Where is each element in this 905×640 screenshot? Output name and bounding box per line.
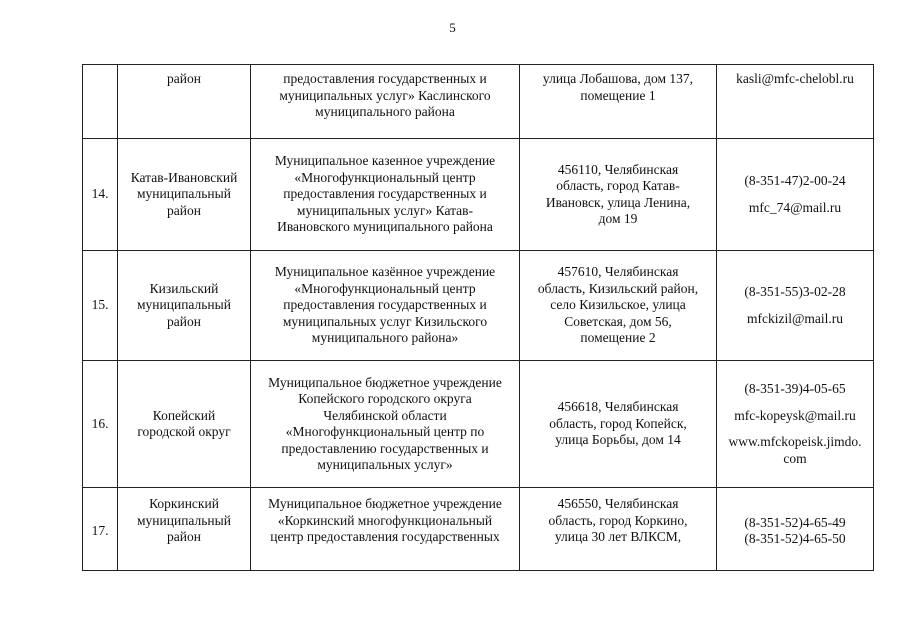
address-cell — [520, 251, 717, 361]
district-line: район — [167, 202, 201, 218]
district-cell — [118, 488, 251, 571]
institution-line: Ивановского муниципального района — [277, 219, 493, 235]
contacts-cell — [717, 251, 874, 361]
district-line: муниципальный — [137, 186, 231, 202]
district-line: район — [167, 71, 201, 86]
institution-line: муниципальных услуг» Катав- — [296, 202, 474, 218]
email-text: mfc_74@mail.ru — [748, 199, 842, 215]
district-line: Катав-Ивановский — [130, 169, 238, 185]
address-line: 457610, Челябинская — [557, 264, 679, 280]
institution-line: предоставления государственных и — [283, 186, 487, 202]
row-number-cell — [83, 65, 118, 139]
institution-line: Муниципальное казённое учреждение — [274, 264, 496, 280]
address-line: улица Лобашова, дом 137, — [542, 71, 694, 86]
institution-cell — [251, 139, 520, 251]
address-line: дом 19 — [598, 211, 638, 226]
institution-line: Челябинской области — [323, 407, 447, 423]
address-line: помещение 1 — [580, 87, 656, 103]
institution-cell — [251, 361, 520, 488]
contacts-cell — [717, 139, 874, 251]
address-line: 456110, Челябинская — [557, 161, 679, 177]
district-cell — [118, 361, 251, 488]
institution-line: Муниципальное казенное учреждение — [274, 153, 496, 169]
address-line: улица 30 лет ВЛКСМ, — [554, 529, 682, 544]
address-cell — [520, 361, 717, 488]
district-line: Коркинский — [149, 496, 219, 511]
institution-line: «Многофункциональный центр — [294, 169, 476, 185]
district-line: муниципальный — [137, 512, 231, 528]
email-text: kasli@mfc-chelobl.ru — [736, 71, 854, 86]
mfc-directory-table — [82, 64, 874, 571]
contacts-cell — [717, 488, 874, 571]
institution-cell — [251, 65, 520, 139]
table-row — [83, 488, 874, 571]
email-text: mfc-kopeysk@mail.ru — [734, 407, 856, 423]
institution-line: муниципального района» — [311, 330, 459, 346]
institution-line: центр предоставления государственных — [270, 529, 500, 544]
website-text: www.mfckopeisk.jimdo. — [728, 434, 862, 449]
row-number-cell: 17. — [83, 488, 118, 571]
address-line: 456618, Челябинская — [557, 399, 679, 415]
address-line: помещение 2 — [580, 330, 656, 346]
district-cell — [118, 139, 251, 251]
contacts-cell — [717, 361, 874, 488]
address-line: область, Кизильский район, — [537, 280, 699, 296]
institution-cell — [251, 488, 520, 571]
address-line: область, город Копейск, — [549, 415, 687, 431]
institution-line: Муниципальное бюджетное учреждение — [268, 374, 502, 390]
district-line: муниципальный — [137, 297, 231, 313]
phone-text: (8-351-47)2-00-24 — [744, 173, 846, 188]
institution-line: муниципального района — [315, 104, 455, 119]
institution-line: Копейского городского округа — [298, 391, 472, 406]
address-line: область, город Коркино, — [548, 512, 688, 528]
district-line: городской округ — [137, 424, 231, 439]
table-row — [83, 139, 874, 251]
table-row — [83, 65, 874, 139]
row-number-cell: 14. — [83, 139, 118, 251]
institution-line: Муниципальное бюджетное учреждение — [268, 496, 502, 511]
district-cell — [118, 251, 251, 361]
email-text: mfckizil@mail.ru — [746, 310, 844, 326]
district-line: Копейский — [152, 407, 216, 423]
contacts-cell — [717, 65, 874, 139]
row-number-cell: 16. — [83, 361, 118, 488]
address-line: улица Борьбы, дом 14 — [555, 432, 681, 448]
address-line: 456550, Челябинская — [557, 496, 679, 511]
district-line: Кизильский — [149, 280, 219, 296]
address-line: село Кизильское, улица — [550, 297, 686, 313]
institution-line: «Многофункциональный центр — [294, 280, 476, 296]
institution-line: предоставления государственных и — [283, 297, 487, 313]
phone-text: (8-351-39)4-05-65 — [744, 381, 846, 396]
institution-line: муниципальных услуг» Каслинского — [279, 87, 491, 103]
phone-text: (8-351-55)3-02-28 — [744, 284, 846, 299]
address-line: Советская, дом 56, — [564, 313, 672, 329]
district-line: район — [167, 313, 201, 329]
district-line: район — [167, 529, 201, 544]
institution-cell — [251, 251, 520, 361]
address-cell — [520, 139, 717, 251]
table-row — [83, 251, 874, 361]
institution-line: «Коркинский многофункциональный — [277, 512, 493, 528]
phone-text: (8-351-52)4-65-49 — [744, 514, 846, 530]
page-number: 5 — [449, 20, 456, 35]
institution-line: предоставления государственных и — [283, 71, 487, 86]
institution-line: «Многофункциональный центр по — [285, 424, 485, 439]
institution-line: муниципальных услуг» — [317, 457, 453, 472]
phone-text: (8-351-52)4-65-50 — [744, 531, 846, 546]
address-line: Ивановск, улица Ленина, — [545, 194, 691, 210]
website-text: com — [783, 450, 807, 466]
institution-line: муниципальных услуг Кизильского — [282, 313, 488, 329]
row-number-cell: 15. — [83, 251, 118, 361]
district-cell — [118, 65, 251, 139]
address-line: область, город Катав- — [556, 178, 680, 193]
address-cell — [520, 65, 717, 139]
address-cell — [520, 488, 717, 571]
institution-line: предоставлению государственных и — [281, 440, 489, 456]
table-row — [83, 361, 874, 488]
